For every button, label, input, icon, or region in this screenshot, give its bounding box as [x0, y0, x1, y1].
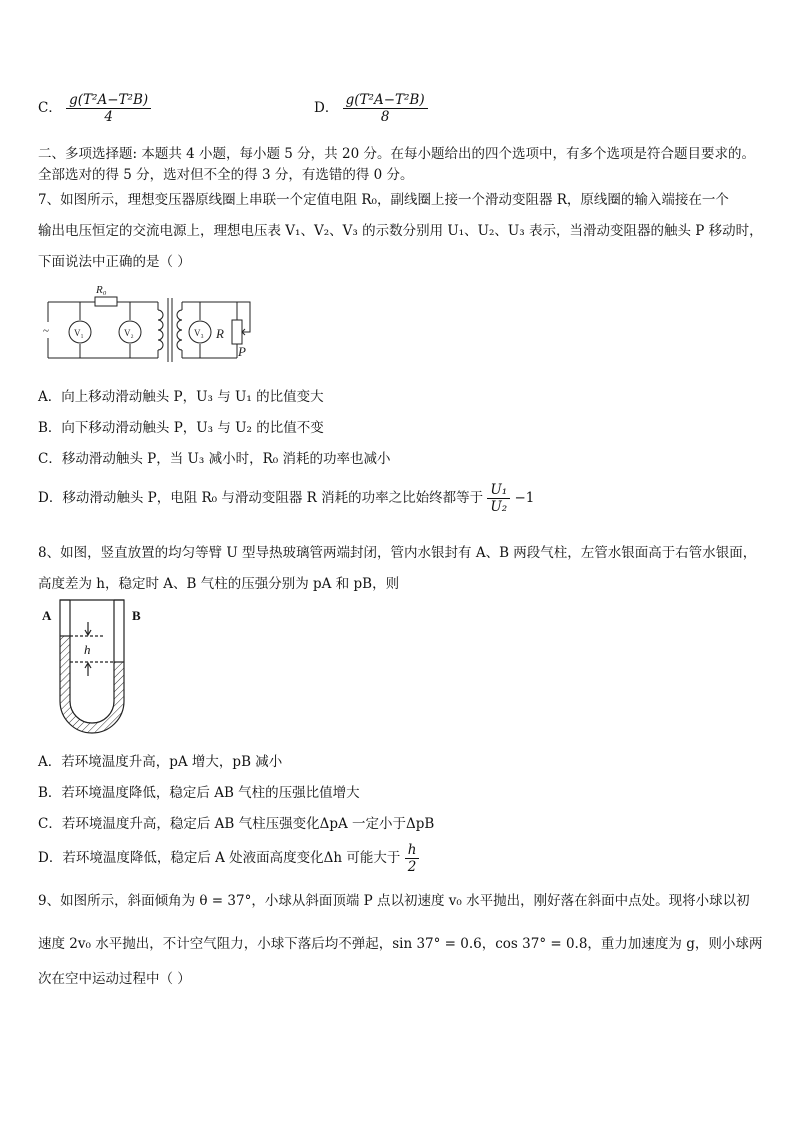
q9-line2: 速度 2v₀ 水平抛出，不计空气阻力，小球下落后均不弹起，sin 37° = 0.6，cos 37° = 0.8，重力加速度为 g，则小球两 [38, 936, 763, 952]
q9-line3: 次在空中运动过程中（ ） [38, 971, 191, 987]
q8-option-b: B．若环境温度降低，稳定后 AB 气柱的压强比值增大 [38, 785, 360, 801]
section2-line1: 二、多项选择题: 本题共 4 小题，每小题 5 分，共 20 分。在每小题给出的四个选项中，有多个选项是符合题目要求的。 [38, 146, 755, 162]
r0-resistor [95, 297, 117, 306]
q8-option-c: C．若环境温度升高，稳定后 AB 气柱压强变化ΔpA 一定小于ΔpB [38, 816, 435, 832]
q8-line2: 高度差为 h，稳定时 A、B 气柱的压强分别为 pA 和 pB，则 [38, 576, 400, 592]
p-label: P [238, 344, 246, 359]
secondary-coil [177, 310, 182, 350]
q7-option-d-numerator: U₁ [487, 482, 510, 499]
q7-line1: 7、如图所示，理想变压器原线圈上串联一个定值电阻 R₀，副线圈上接一个滑动变阻器 R，原线圈的输入端接在一个 [38, 192, 729, 208]
q7-line2: 输出电压恒定的交流电源上，理想电压表 V₁、V₂、V₃ 的示数分别用 U₁、U₂、U₃ 表示，当滑动变阻器的触头 P 移动时， [38, 223, 763, 239]
q7-option-a: A．向上移动滑动触头 P，U₃ 与 U₁ 的比值变大 [38, 389, 324, 405]
option-c-fraction [66, 92, 151, 125]
q8-option-d-fraction [405, 842, 420, 875]
q8-line1: 8、如图，竖直放置的均匀等臂 U 型导热玻璃管两端封闭，管内水银封有 A、B 两段气柱，左管水银面高于右管水银面， [38, 545, 757, 561]
option-c-denominator: 4 [104, 109, 113, 125]
v1-label: V₁ [74, 328, 84, 338]
q8-option-d [38, 842, 419, 875]
option-c-numerator: g(T²A−T²B) [66, 92, 151, 109]
section2-line2: 全部选对的得 5 分，选对但不全的得 3 分，有选错的得 0 分。 [38, 167, 414, 183]
transformer-circuit-figure [40, 280, 255, 365]
q7-option-d-denominator: U₂ [490, 499, 508, 515]
q7-option-c: C．移动滑动触头 P，当 U₃ 减小时，R₀ 消耗的功率也减小 [38, 451, 391, 467]
option-d-fraction [343, 92, 428, 125]
option-c-top [38, 92, 151, 125]
option-d-numerator: g(T²A−T²B) [343, 92, 428, 109]
q9-line1: 9、如图所示，斜面倾角为 θ = 37°，小球从斜面顶端 P 点以初速度 v₀ 水平抛出，刚好落在斜面中点处。现将小球以初 [38, 893, 750, 909]
r-label: R [216, 326, 224, 341]
q7-option-d-suffix: −1 [514, 490, 535, 506]
v3-label: V₃ [194, 328, 204, 338]
u-tube-figure [40, 596, 150, 741]
q7-option-b: B．向下移动滑动触头 P，U₃ 与 U₂ 的比值不变 [38, 420, 324, 436]
q8-option-d-numerator: h [405, 842, 420, 859]
option-d-label: D． [314, 100, 339, 116]
r0-label: R₀ [96, 284, 107, 296]
option-d-top [314, 92, 428, 125]
h-label: h [84, 642, 91, 657]
q8-option-a: A．若环境温度升高，pA 增大，pB 减小 [38, 754, 283, 770]
q7-line3: 下面说法中正确的是（ ） [38, 254, 191, 270]
ac-source-label: ~ [43, 325, 49, 337]
option-d-denominator: 8 [380, 109, 390, 125]
q7-option-d-text: D．移动滑动触头 P，电阻 R₀ 与滑动变阻器 R 消耗的功率之比始终都等于 [38, 490, 484, 506]
q8-option-d-text: D．若环境温度降低，稳定后 A 处液面高度变化Δh 可能大于 [38, 850, 401, 866]
tube-b-label: B [132, 608, 141, 623]
q7-option-d [38, 482, 534, 515]
slide-rheostat [232, 320, 242, 344]
v2-label: V₂ [124, 328, 134, 338]
tube-a-label: A [42, 608, 52, 623]
option-c-label: C． [38, 100, 62, 116]
primary-coil [158, 310, 163, 350]
q8-option-d-denominator: 2 [407, 859, 417, 875]
q7-option-d-fraction [487, 482, 510, 515]
